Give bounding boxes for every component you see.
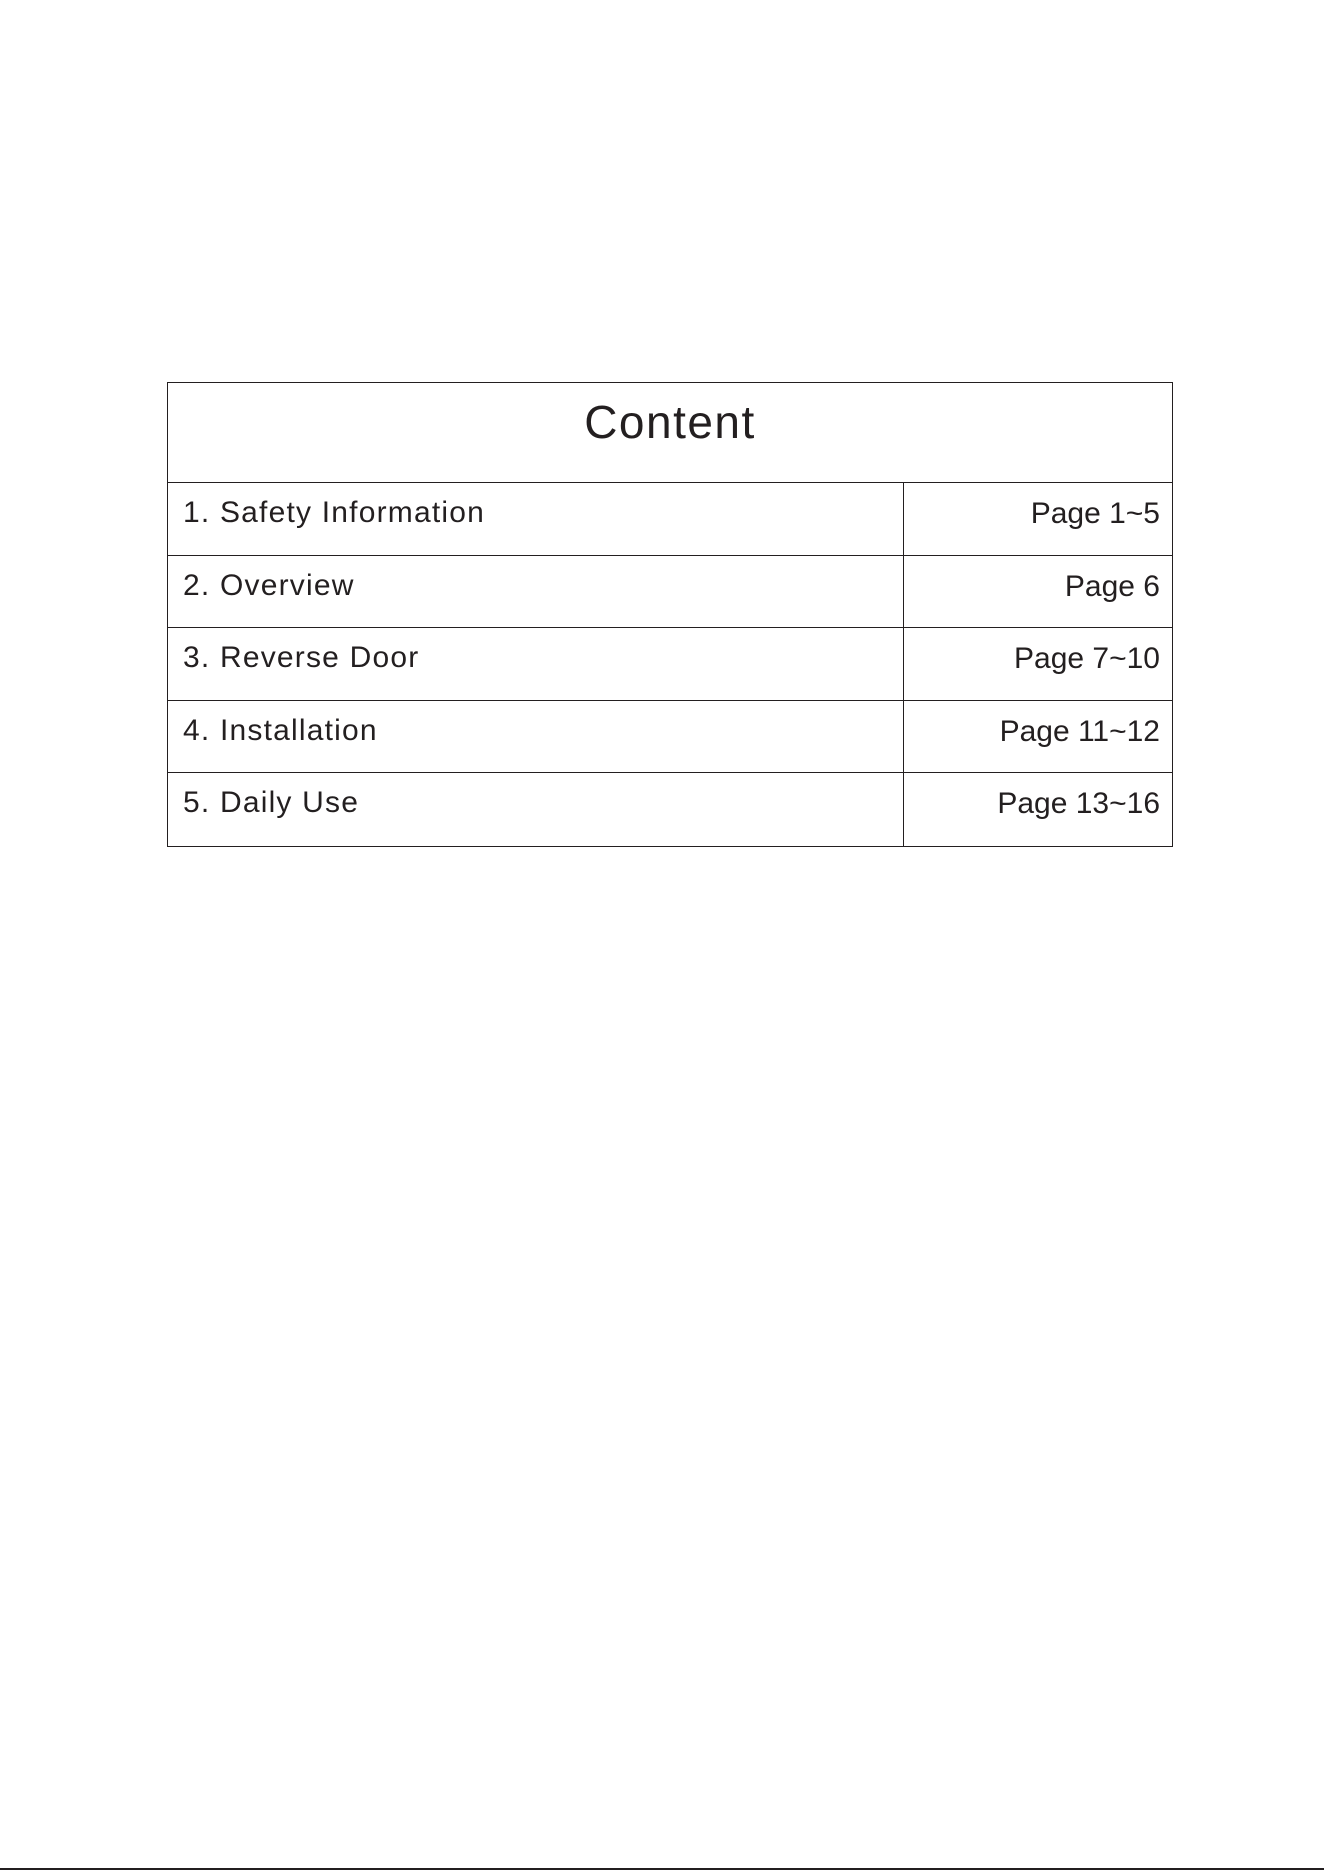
toc-entry-label: 5. Daily Use (168, 773, 904, 846)
toc-entry-label: 2. Overview (168, 556, 904, 628)
toc-entry-label: 1. Safety Information (168, 483, 904, 555)
table-of-contents (167, 382, 1173, 847)
toc-entry-label: 4. Installation (168, 701, 904, 773)
toc-row (168, 483, 1172, 556)
toc-row (168, 556, 1172, 629)
toc-row (168, 701, 1172, 774)
toc-title: Content (584, 396, 756, 448)
toc-row (168, 628, 1172, 701)
toc-entry-pages: Page 1~5 (1030, 497, 1160, 530)
toc-entry-pages: Page 6 (1064, 569, 1160, 603)
bottom-rule (0, 1868, 1324, 1870)
toc-entry-pages: Page 11~12 (999, 714, 1160, 748)
toc-row (168, 773, 1172, 846)
toc-entry-pages: Page 13~16 (997, 787, 1160, 820)
toc-header (168, 383, 1172, 483)
toc-entry-label: 3. Reverse Door (168, 628, 904, 700)
toc-entry-pages: Page 7~10 (1014, 642, 1160, 675)
